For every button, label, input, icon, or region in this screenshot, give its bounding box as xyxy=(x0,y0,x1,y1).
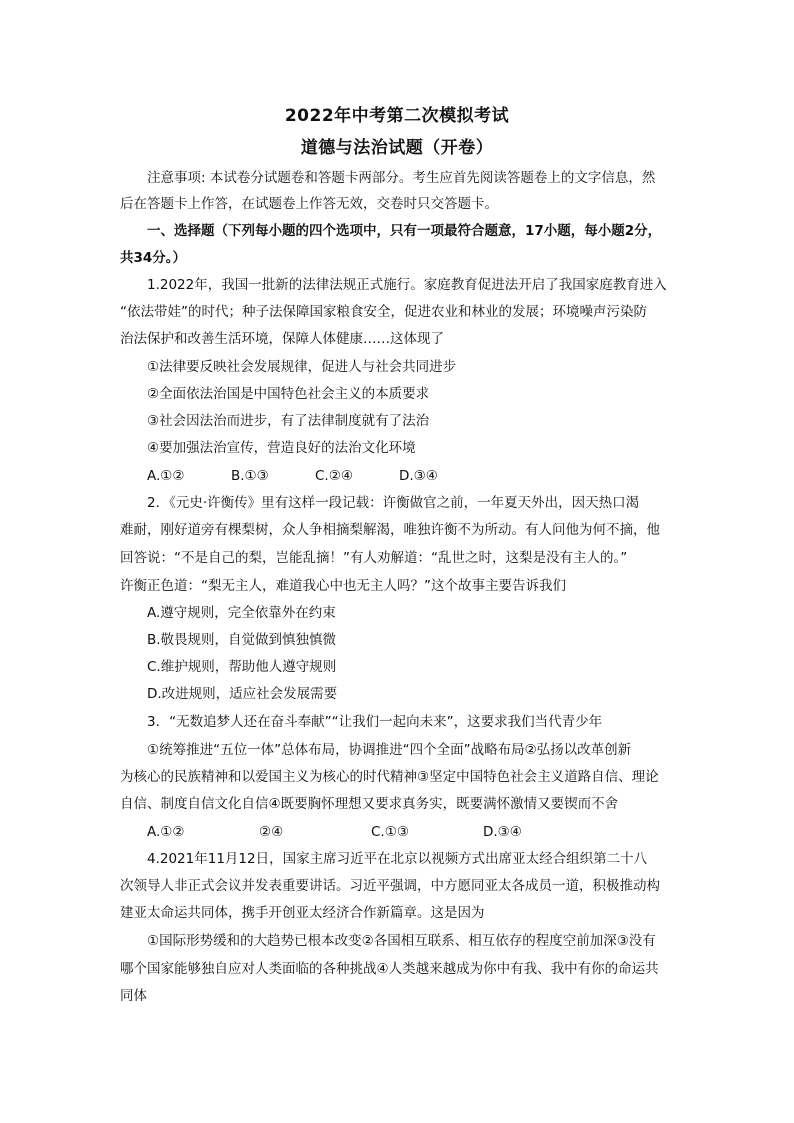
q2-option-d: D.改进规则，适应社会发展需要 xyxy=(147,686,338,702)
q4-statement-line-2: 哪个国家能够独自应对人类面临的各种挑战④人类越来越成为你中有我、我中有你的命运共 xyxy=(120,961,659,977)
q2-option-b: B.敬畏规则，自觉做到慎独慎微 xyxy=(147,632,337,648)
section-heading-line-2: 共34分。） xyxy=(120,250,187,266)
q3-statement-line-2: 为核心的民族精神和以爱国主义为核心的时代精神③坚定中国特色社会主义道路自信、理论 xyxy=(120,769,659,785)
q1-option-b: B.①③ xyxy=(231,468,269,484)
q4-stem-line-2: 次领导人非正式会议并发表重要讲话。习近平强调，中方愿同亚太各成员一道，积极推动构 xyxy=(120,878,660,894)
q2-stem-line-3: 回答说：“不是自己的梨，岂能乱摘！”有人劝解道：“乱世之时，这梨是没有主人的。” xyxy=(120,550,628,566)
q2-stem-line-4: 许衡正色道：“梨无主人，难道我心中也无主人吗？”这个故事主要告诉我们 xyxy=(120,578,566,594)
q2-option-c: C.维护规则，帮助他人遵守规则 xyxy=(147,659,337,675)
q1-statement-3: ③社会因法治而进步，有了法律制度就有了法治 xyxy=(147,413,430,429)
q2-option-a: A.遵守规则，完全依靠外在约束 xyxy=(147,605,336,621)
q3-option-a: A.①② xyxy=(147,824,185,840)
q1-statement-1: ①法律要反映社会发展规律，促进人与社会共同进步 xyxy=(147,359,457,375)
q1-stem-line-2: “依法带娃”的时代；种子法保障国家粮食安全，促进农业和林业的发展；环境噪声污染防 xyxy=(120,304,647,320)
q3-statement-line-3: 自信、制度自信文化自信④既要胸怀理想又要求真务实，既要满怀激情又要锲而不舍 xyxy=(120,796,619,812)
q1-option-d: D.③④ xyxy=(399,468,438,484)
q4-stem-line-1: 4.2021年11月12日，国家主席习近平在北京以视频方式出席亚太经合组织第二十八 xyxy=(147,851,648,867)
section-heading-line-1: 一、选择题（下列每小题的四个选项中，只有一项最符合题意，17小题，每小题2分， xyxy=(147,223,662,239)
notice-line-1: 注意事项: 本试卷分试题卷和答题卡两部分。考生应首先阅读答题卷上的文字信息，然 xyxy=(147,170,656,186)
q4-stem-line-3: 建亚太命运共同体，携手开创亚太经济合作新篇章。这是因为 xyxy=(120,905,485,921)
q1-stem-line-1: 1.2022年，我国一批新的法律法规正式施行。家庭教育促进法开启了我国家庭教育进入 xyxy=(147,277,667,293)
exam-title: 2022年中考第二次模拟考试 xyxy=(284,106,510,126)
q3-option-c: C.①③ xyxy=(371,824,409,840)
q1-statement-4: ④要加强法治宣传，营造良好的法治文化环境 xyxy=(147,440,416,456)
q4-statement-line-3: 同体 xyxy=(120,988,147,1004)
q2-stem-line-1: 2．《元史·许衡传》里有这样一段记载：许衡做官之前，一年夏天外出，因天热口渴 xyxy=(147,495,640,511)
q4-statement-line-1: ①国际形势缓和的大趋势已根本改变②各国相互联系、相互依存的程度空前加深③没有 xyxy=(147,933,656,949)
notice-line-2: 后在答题卡上作答，在试题卷上作答无效，交卷时只交答题卡。 xyxy=(120,196,498,212)
q3-option-d: D.③④ xyxy=(483,824,522,840)
q2-stem-line-2: 难耐，刚好道旁有棵梨树，众人争相摘梨解渴，唯独许衡不为所动。有人问他为何不摘，他 xyxy=(120,522,660,538)
q1-option-a: A.①② xyxy=(147,468,185,484)
q1-option-c: C.②④ xyxy=(315,468,353,484)
q3-statement-line-1: ①统筹推进“五位一体”总体布局，协调推进“四个全面”战略布局②弘扬以改革创新 xyxy=(147,742,632,758)
exam-subtitle: 道德与法治试题（开卷） xyxy=(300,138,494,158)
q3-options xyxy=(147,822,522,842)
q1-statement-2: ②全面依法治国是中国特色社会主义的本质要求 xyxy=(147,386,430,402)
q1-options xyxy=(147,466,438,486)
q3-option-b: ②④ xyxy=(259,824,284,840)
q1-stem-line-3: 治法保护和改善生活环境，保障人体健康……这体现了 xyxy=(120,331,444,347)
q3-stem-line-1: 3．“无数追梦人还在奋斗奉献”“让我们一起向未来”，这要求我们当代青少年 xyxy=(147,714,603,730)
